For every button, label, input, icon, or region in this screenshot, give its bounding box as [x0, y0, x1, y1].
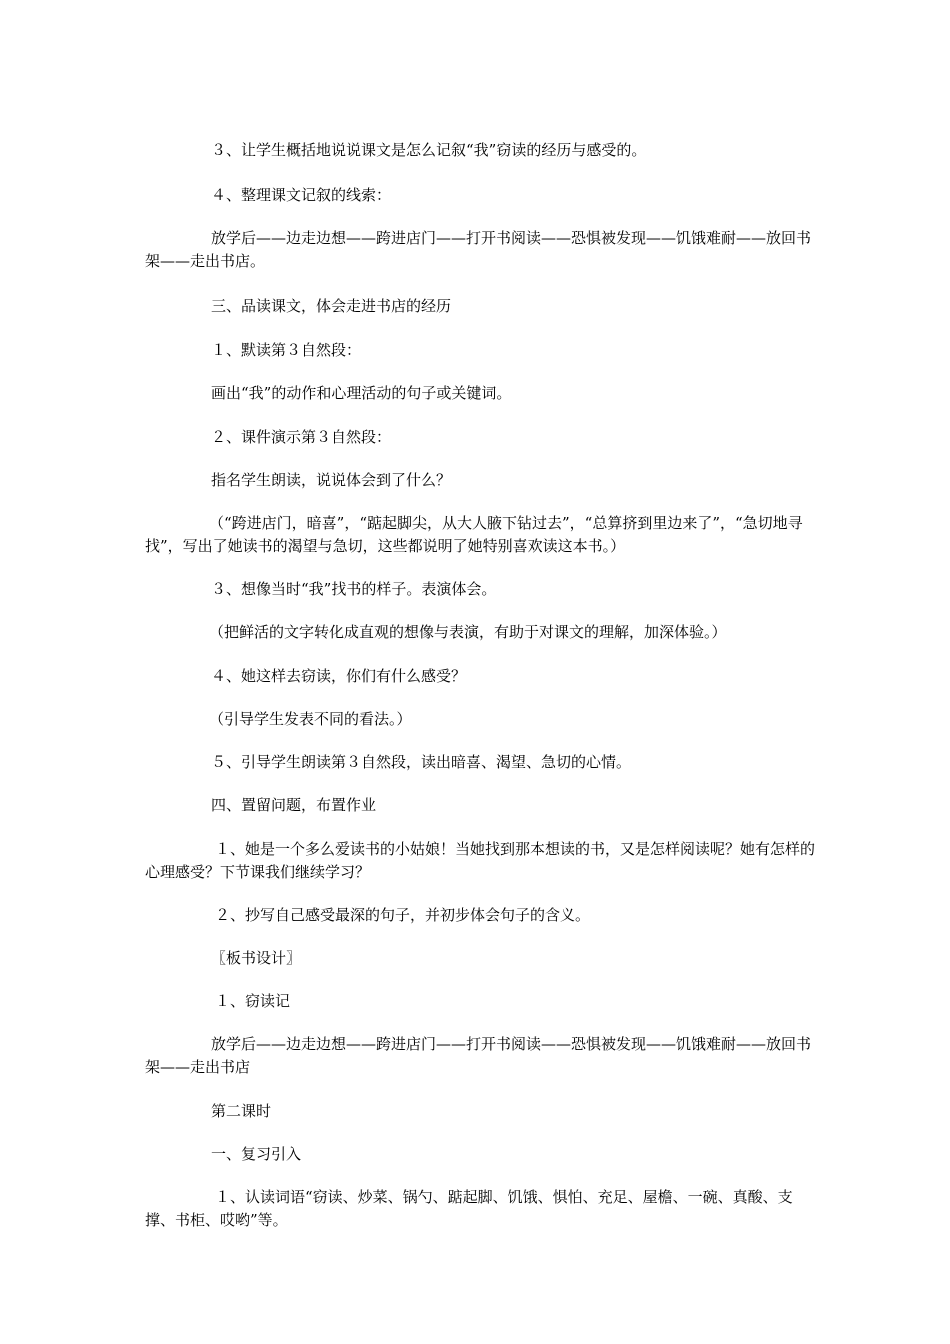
- paragraph-courseware: ２、课件演示第３自然段：: [211, 428, 392, 446]
- section-heading-review: 一、复习引入: [211, 1145, 302, 1163]
- board-design-title: １、窃读记: [215, 992, 291, 1010]
- paragraph-quotes-note: （“跨进店门，暗喜”，“踮起脚尖，从大人腋下钻过去”，“总算挤到里边来了”，“急切地寻找”，写出了她读书的渴望与急切，这些都说明了她特别喜欢读这本书。）: [145, 514, 803, 555]
- section-heading-four: 四、置留问题，布置作业: [211, 796, 377, 814]
- paragraph-guided-reading: ５、引导学生朗读第３自然段，读出暗喜、渴望、急切的心情。: [211, 753, 632, 771]
- paragraph-homework: ２、抄写自己感受最深的句子，并初步体会句子的含义。: [215, 906, 591, 924]
- board-design-chain: 放学后——边走边想——跨进店门——打开书阅读——恐惧被发现——饥饿难耐——放回书架——走出书店: [145, 1035, 812, 1076]
- paragraph-step-4: ４、整理课文记叙的线索：: [211, 186, 392, 204]
- board-design-heading: 〖板书设计〗: [211, 949, 302, 967]
- paragraph-feelings: ４、她这样去窃读，你们有什么感受？: [211, 667, 467, 685]
- paragraph-imagine: ３、想像当时“我”找书的样子。表演体会。: [211, 580, 497, 598]
- section-heading-three: 三、品读课文，体会走进书店的经历: [211, 297, 452, 315]
- paragraph-imagine-note: （把鲜活的文字转化成直观的想像与表演，有助于对课文的理解，加深体验。）: [209, 623, 727, 641]
- paragraph-feelings-note: （引导学生发表不同的看法。）: [209, 710, 412, 728]
- paragraph-clue-chain: 放学后——边走边想——跨进店门——打开书阅读——恐惧被发现——饥饿难耐——放回书架——走出书店。: [145, 229, 812, 270]
- paragraph-mark-sentences: 画出“我”的动作和心理活动的句子或关键词。: [211, 384, 512, 402]
- paragraph-step-3: ３、让学生概括地说说课文是怎么记叙“我”窃读的经历与感受的。: [211, 141, 647, 159]
- paragraph-question: １、她是一个多么爱读书的小姑娘！当她找到那本想读的书，又是怎样阅读呢？她有怎样的心理感受？下节课我们继续学习？: [145, 840, 816, 881]
- document-page: [145, 0, 815, 1344]
- paragraph-silent-read: １、默读第３自然段：: [211, 341, 362, 359]
- paragraph-vocabulary: １、认读词语“窃读、炒菜、锅勺、踮起脚、饥饿、惧怕、充足、屋檐、一碗、真酸、支撑、书柜、哎哟”等。: [145, 1188, 793, 1229]
- lesson-two-heading: 第二课时: [211, 1102, 272, 1120]
- paragraph-read-aloud: 指名学生朗读，说说体会到了什么？: [211, 471, 452, 489]
